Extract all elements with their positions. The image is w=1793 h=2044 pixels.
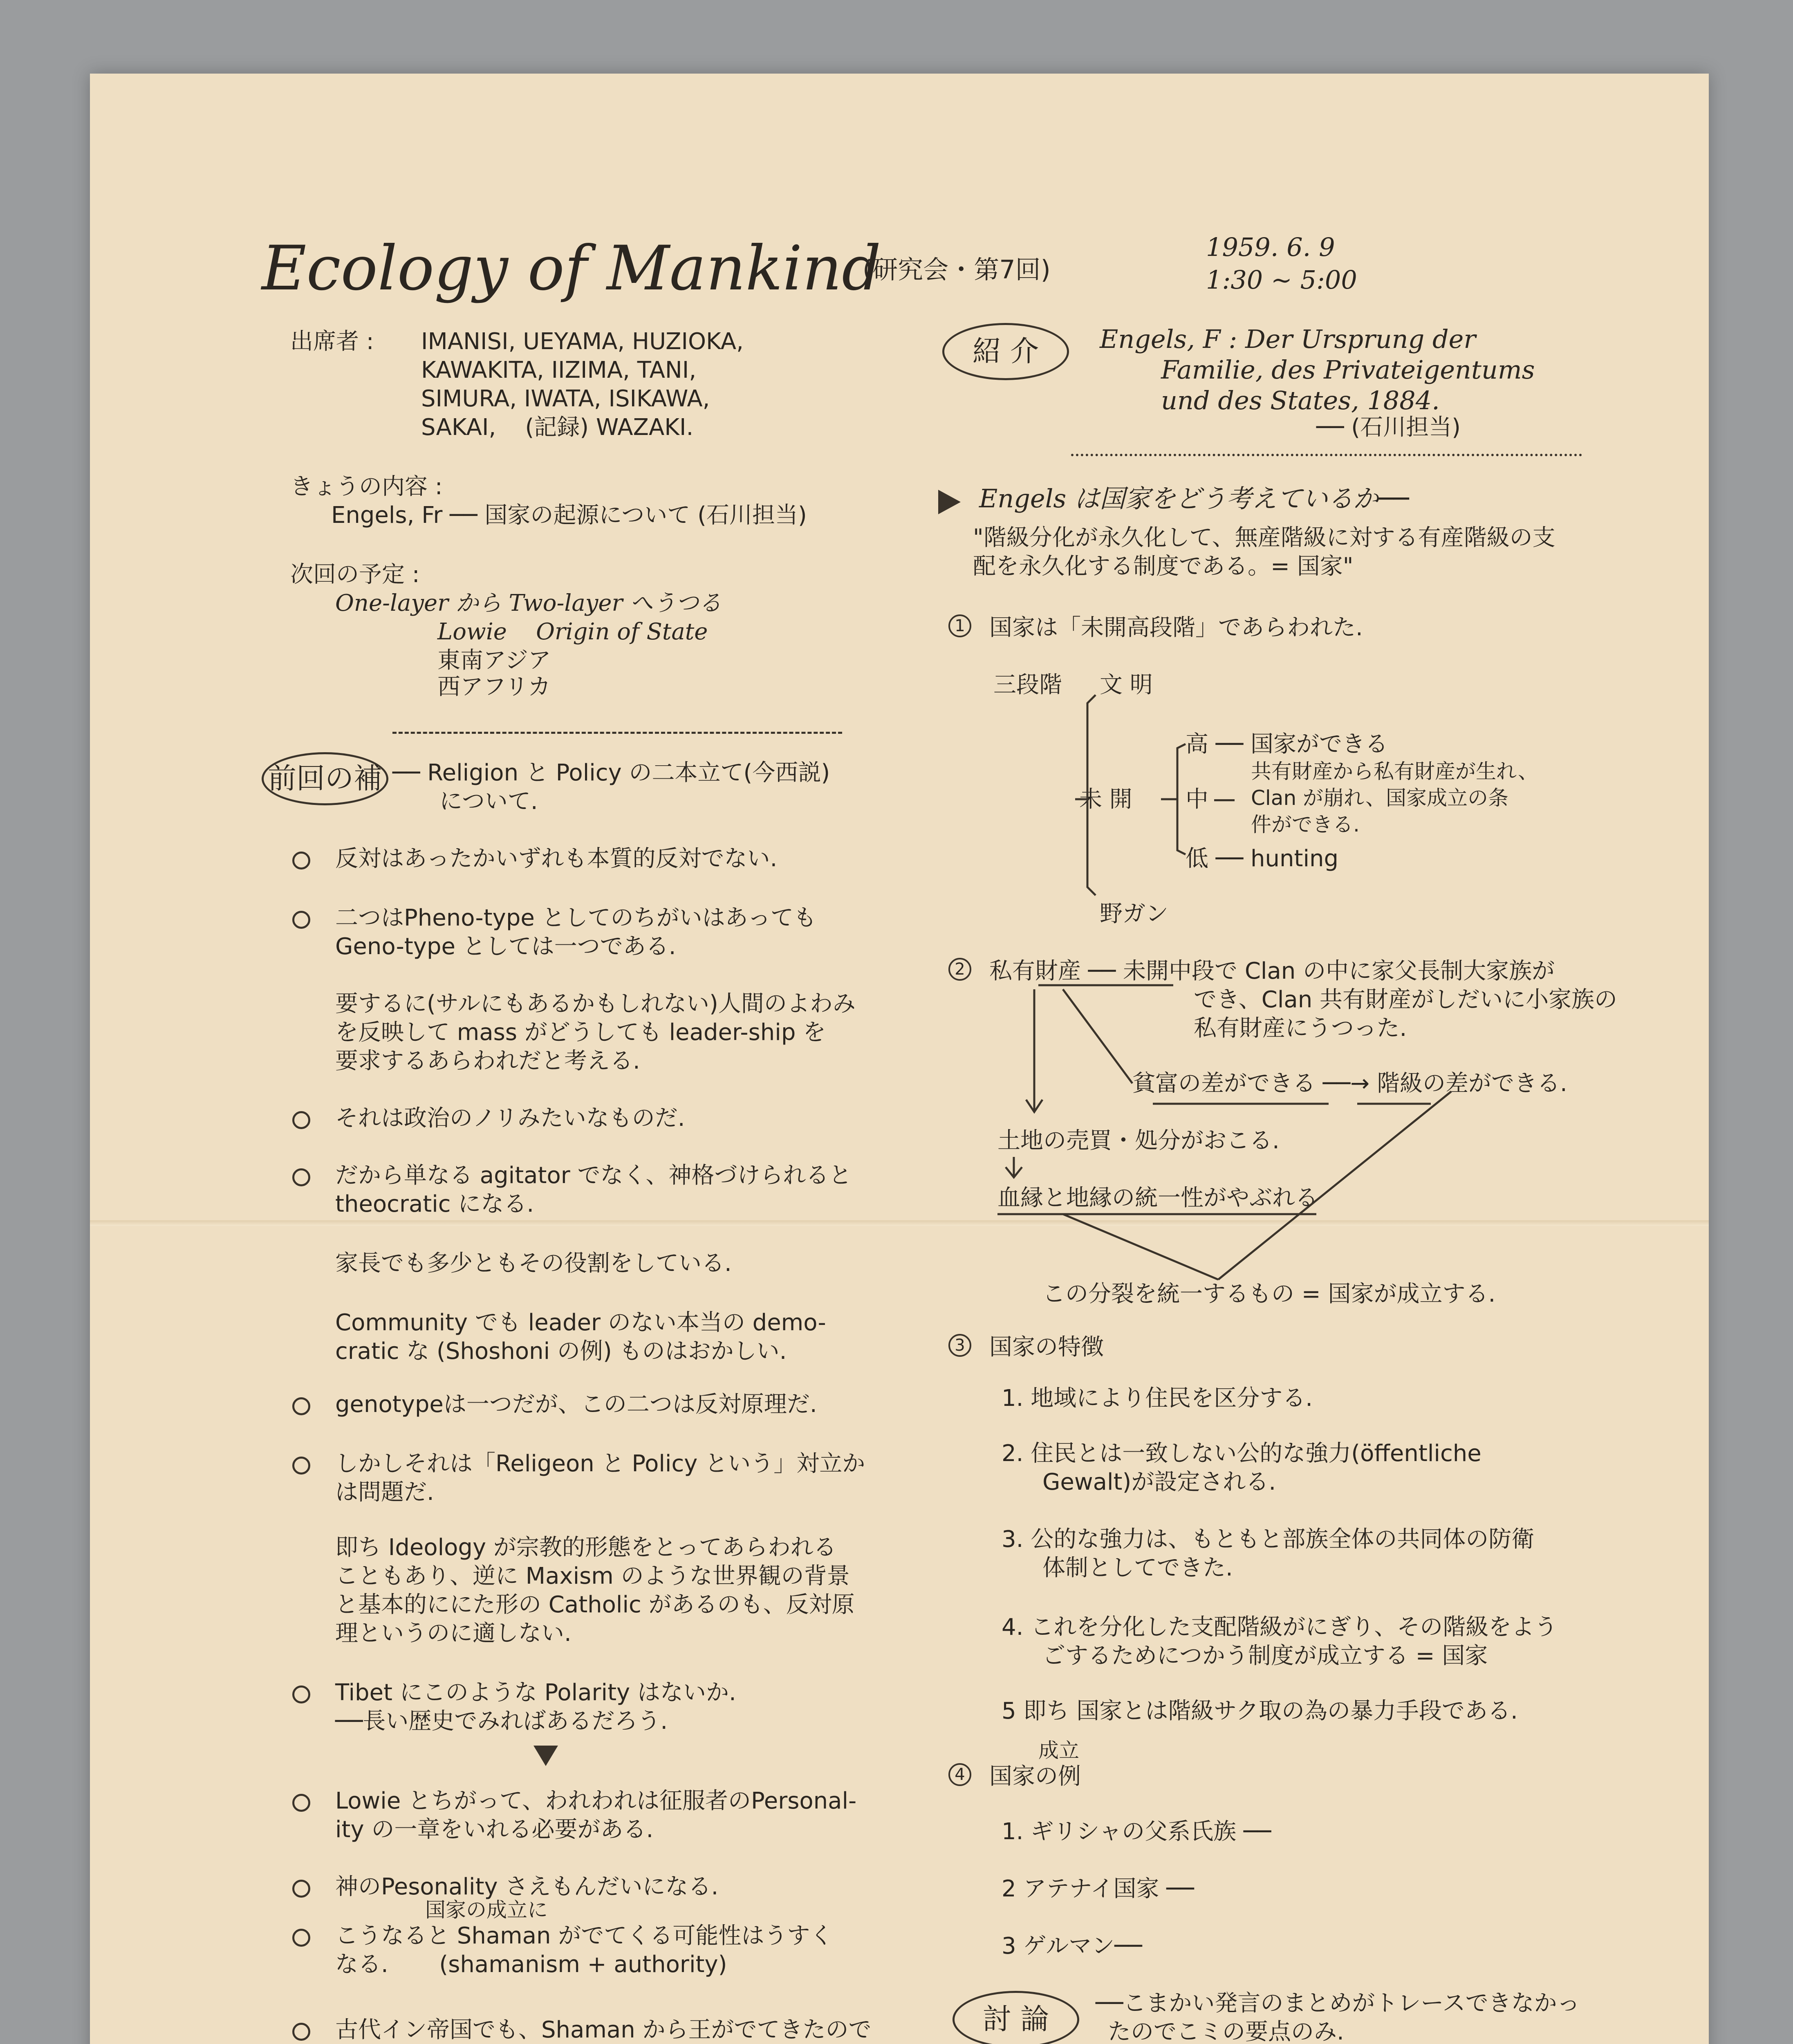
s2-wealth: 貧富の差ができる ──→ 階級の差ができる. xyxy=(1132,1070,1567,1097)
s2-line: 私有財産 ── 未開中段で Clan の中に家父長制大家族が xyxy=(989,958,1555,984)
s4-item: 2 アテナイ国家 ── xyxy=(1002,1876,1194,1902)
prev-item-line: こともあり、逆に Maxism のような世界観の背景 xyxy=(335,1563,850,1589)
s4-note: 成立 xyxy=(1038,1739,1079,1762)
s1-savage: 野ガン xyxy=(1100,901,1168,927)
next-line: One-layer から Two-layer へうつる xyxy=(335,590,722,616)
prev-item-line: 要するに(サルにもあるかもしれない)人間のよわみ xyxy=(335,991,856,1017)
s1-title: 国家は「未開高段階」であらわれた. xyxy=(989,614,1363,641)
prev-item-line: しかしそれは「Religeon と Policy という」対立か xyxy=(335,1450,865,1477)
prev-item-note: 国家の成立に xyxy=(425,1898,548,1922)
s3-item-line: 体制としてできた. xyxy=(1042,1555,1233,1581)
engels-heading: Engels は国家をどう考えているか── xyxy=(979,484,1409,513)
prev-item-line: 家長でも多少ともその役割をしている. xyxy=(335,1250,732,1277)
s2-line: 私有財産にうつった. xyxy=(1194,1015,1407,1042)
discussion-intro: ──こまかい発言のまとめがトレースできなかっ xyxy=(1096,1990,1580,2017)
section-number: 4 xyxy=(948,1763,971,1786)
s1-mid: Clan が崩れ、国家成立の条 xyxy=(1251,786,1509,810)
section-number: 2 xyxy=(948,958,971,981)
intro-line: Engels, F : Der Ursprung der xyxy=(1100,324,1476,354)
s4-item: 1. ギリシャの父系氏族 ── xyxy=(1002,1818,1271,1845)
prev-item-line: Tibet にこのような Polarity はないか. xyxy=(335,1679,736,1706)
prev-item-line: だから単なる agitator でなく、神格づけられると xyxy=(335,1162,852,1189)
discussion-label: 討 論 xyxy=(953,1991,1079,2044)
today-item: Engels, Fr ── 国家の起源について (石川担当) xyxy=(331,502,807,529)
prev-item-line: 反対はあったかいずれも本質的反対でない. xyxy=(335,845,778,872)
section-number: 3 xyxy=(948,1334,971,1357)
s2-land: 土地の売買・処分がおこる. xyxy=(997,1127,1280,1154)
today-label: きょうの内容 : xyxy=(290,473,443,500)
intro-line: Familie, des Privateigentums xyxy=(1161,355,1535,385)
attendees-label: 出席者 : xyxy=(290,328,374,355)
prev-item-line: 理というのに適しない. xyxy=(335,1620,572,1647)
next-line: 東南アジア xyxy=(437,647,551,674)
prev-item-line: theocratic になる. xyxy=(335,1191,534,1217)
s3-item-line: 3. 公的な強力は、もともと部族全体の共同体の防衛 xyxy=(1002,1526,1535,1553)
attendees-line: IMANISI, UEYAMA, HUZIOKA, xyxy=(421,328,744,355)
intro-line: und des States, 1884. xyxy=(1161,385,1440,415)
discussion-intro: たのでこミの要点のみ. xyxy=(1108,2019,1344,2044)
prev-item-line: なる. (shamanism + authority) xyxy=(335,1951,727,1978)
s1-mid-label: 中 xyxy=(1186,786,1208,813)
s4-title: 国家の例 xyxy=(989,1763,1081,1790)
s2-blood: 血縁と地縁の統一性がやぶれる xyxy=(997,1185,1318,1211)
s1-mid: 共有財産から私有財産が生れ、 xyxy=(1251,760,1538,783)
prev-item-line: を反映して mass がどうしても leader-ship を xyxy=(335,1019,826,1046)
prev-text: ── Religion と Policy の二本立て(今西説) xyxy=(392,760,830,786)
prev-item-line: ──長い歴史でみればあるだろう. xyxy=(335,1708,668,1735)
prev-item-line: 神のPesonality さえもんだいになる. xyxy=(335,1874,719,1900)
doc-title: Ecology of Mankind xyxy=(262,233,881,304)
prev-item-line: ity の一章をいれる必要がある. xyxy=(335,1816,654,1843)
prev-item-line: Geno-type としては一つである. xyxy=(335,933,676,960)
s2-result: この分裂を統一するもの = 国家が成立する. xyxy=(1042,1281,1496,1307)
s3-item-line: ごするためにつかう制度が成立する = 国家 xyxy=(1042,1643,1488,1669)
next-label: 次回の予定 : xyxy=(290,561,420,588)
prev-item-line: こうなると Shaman がでてくる可能性はうすく xyxy=(335,1923,833,1949)
attendees-line: SIMURA, IWATA, ISIKAWA, xyxy=(421,385,710,412)
prev-item-line: genotypeは一つだが、この二つは反対原理だ. xyxy=(335,1391,817,1418)
s1-civil: 文 明 xyxy=(1100,672,1153,698)
prev-text: について. xyxy=(439,788,538,815)
s1-mikai: 未 開 xyxy=(1079,786,1132,813)
s1-mid: 件ができる. xyxy=(1251,813,1360,836)
prev-item-line: と基本的ににた形の Catholic があるのも、反対原 xyxy=(335,1591,855,1618)
s2-line: でき、Clan 共有財産がしだいに小家族の xyxy=(1194,986,1618,1013)
session-label: (研究会・第7回) xyxy=(863,255,1051,285)
intro-label: 紹 介 xyxy=(942,323,1069,380)
s4-item: 3 ゲルマン── xyxy=(1002,1933,1142,1959)
s1-high: 高 ── 国家ができる xyxy=(1186,731,1388,758)
s1-stages: 三段階 xyxy=(993,672,1062,698)
prev-label: 前回の補 xyxy=(262,752,388,805)
prev-item-line: 二つはPheno-type としてのちがいはあっても xyxy=(335,905,817,931)
prev-item-line: それは政治のノリみたいなものだ. xyxy=(335,1105,685,1132)
prev-item-line: 要求するあらわれだと考える. xyxy=(335,1048,640,1074)
s3-item-line: 5 即ち 国家とは階級サク取の為の暴力手段である. xyxy=(1002,1698,1518,1724)
attendees-line: SAKAI, (記録) WAZAKI. xyxy=(421,414,694,441)
prev-item-line: Community でも leader のない本当の demo- xyxy=(335,1309,826,1336)
intro-line: ── (石川担当) xyxy=(1316,414,1461,441)
s3-item-line: Gewalt)が設定される. xyxy=(1042,1469,1276,1495)
s3-title: 国家の特徴 xyxy=(989,1334,1104,1360)
s3-item-line: 2. 住民とは一致しない公的な強力(öffentliche xyxy=(1002,1440,1481,1467)
attendees-line: KAWAKITA, IIZIMA, TANI, xyxy=(421,357,697,383)
prev-item-line: cratic な (Shoshoni の例) ものはおかしい. xyxy=(335,1338,787,1365)
s3-item-line: 4. これを分化した支配階級がにぎり、その階級をよう xyxy=(1002,1614,1558,1641)
s1-low: 低 ── hunting xyxy=(1186,845,1339,872)
prev-item-line: 古代イン帝国でも、Shaman から王がでてきたので xyxy=(335,2017,872,2043)
date: 1959. 6. 9 xyxy=(1206,232,1335,262)
next-line: 西アフリカ xyxy=(437,674,551,700)
s3-item-line: 1. 地域により住民を区分する. xyxy=(1002,1385,1313,1412)
engels-quote: "階級分化が永久化して、無産階級に対する有産階級の支 xyxy=(973,524,1555,551)
time: 1:30 ~ 5:00 xyxy=(1206,265,1357,295)
engels-quote: 配を永久化する制度である。= 国家" xyxy=(973,553,1354,580)
prev-item-line: 即ち Ideology が宗教的形態をとってあらわれる xyxy=(335,1534,836,1561)
next-line: Lowie Origin of State xyxy=(437,619,708,645)
prev-item-line: は問題だ. xyxy=(335,1479,434,1506)
prev-item-line: Lowie とちがって、われわれは征服者のPersonal- xyxy=(335,1788,857,1814)
section-number: 1 xyxy=(948,614,971,637)
